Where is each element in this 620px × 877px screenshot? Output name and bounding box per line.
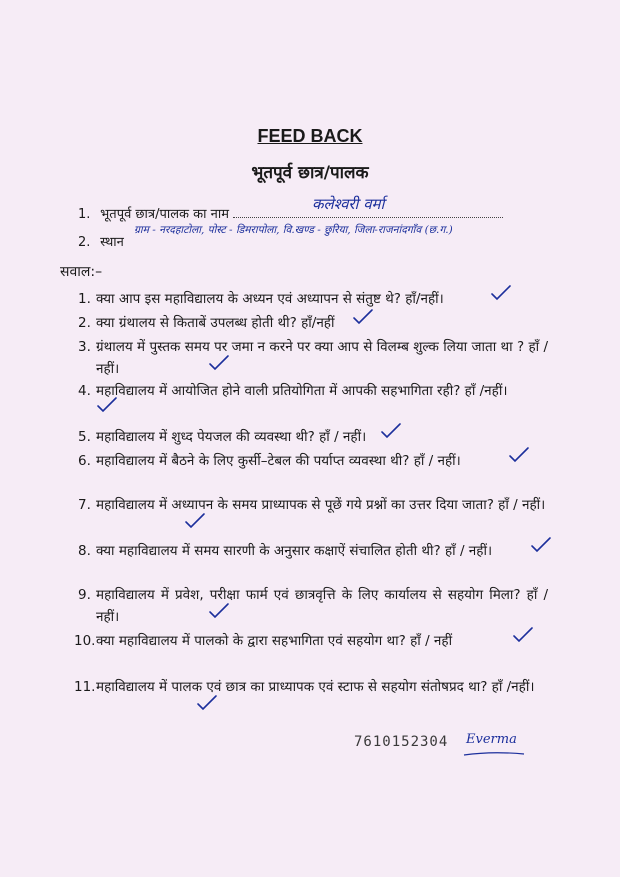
question-text: ग्रंथालय में पुस्तक समय पर जमा न करने पर क्या आप से विलम्ब शुल्क लिया जाता था ? हाँ / नहीं।	[96, 339, 548, 377]
question-text: महाविद्यालय में बैठने के लिए कुर्सी–टेबल की पर्याप्त व्यवस्था थी? हाँ / नहीं।	[96, 453, 461, 469]
page-title: FEED BACK	[257, 126, 363, 146]
signature: Everma	[466, 732, 517, 747]
handwritten-place: ग्राम - नरदहाटोला, पोस्ट - डिमरापोला, वि.खण्ड - छुरिया, जिला-राजनांदगाँव (छ.ग.)	[134, 224, 453, 236]
question-number: 11.	[74, 679, 96, 695]
question-number: 10.	[74, 633, 96, 649]
question-number: 9.	[78, 587, 91, 603]
question-number: 3.	[78, 339, 91, 355]
question-number: 4.	[78, 383, 91, 399]
question-item	[78, 494, 548, 516]
field-label: स्थान	[100, 235, 124, 250]
question-item	[78, 336, 548, 380]
question-text: महाविद्यालय में पालक एवं छात्र का प्राध्यापक एवं स्टाफ से सहयोग संतोषप्रद था? हाँ /नहीं।	[96, 679, 535, 695]
field-label: भूतपूर्व छात्र/पालक का नाम	[100, 207, 229, 222]
question-number: 1.	[78, 291, 91, 307]
checkmark-icon	[96, 396, 118, 414]
question-number: 7.	[78, 497, 91, 513]
question-text: क्या आप इस महाविद्यालय के अध्यन एवं अध्यापन से संतुष्ट थे? हाँ/नहीं।	[96, 291, 444, 307]
question-text: क्या महाविद्यालय में पालको के द्वारा सहभागिता एवं सहयोग था? हाँ / नहीं	[96, 633, 453, 649]
question-text: क्या महाविद्यालय में समय सारणी के अनुसार कक्षाऐं संचालित होती थी? हाँ / नहीं।	[96, 543, 493, 559]
question-number: 5.	[78, 429, 91, 445]
question-item	[78, 426, 548, 448]
signature-underline	[462, 750, 526, 758]
phone-number: 7610152304	[354, 734, 449, 750]
checkmark-icon	[380, 422, 402, 440]
question-text: महाविद्यालय में प्रवेश, परीक्षा फार्म एवं छात्रवृत्ति के लिए कार्यालय से सहयोग मिला? हाँ / नहीं।	[96, 587, 548, 625]
question-text: महाविद्यालय में अध्यापन के समय प्राध्यापक से पूछें गये प्रश्नों का उत्तर दिया जाता? हाँ / नहीं।	[96, 497, 546, 513]
field-place	[78, 232, 124, 250]
question-item	[78, 540, 548, 562]
handwritten-name: कलेश्वरी वर्मा	[312, 195, 385, 213]
question-item	[74, 676, 548, 698]
checkmark-icon	[208, 602, 230, 620]
question-item	[74, 630, 548, 652]
question-item	[78, 288, 548, 310]
question-item	[78, 450, 548, 472]
question-item	[78, 584, 548, 628]
question-text: महाविद्यालय में शुध्द पेयजल की व्यवस्था थी? हाँ / नहीं।	[96, 429, 367, 445]
checkmark-icon	[352, 308, 374, 326]
question-number: 8.	[78, 543, 91, 559]
question-number: 2.	[78, 315, 91, 331]
section-label: सवाल:–	[60, 264, 103, 280]
form-subtitle: भूतपूर्व छात्र/पालक	[251, 163, 369, 183]
checkmark-icon	[208, 354, 230, 372]
question-item	[78, 380, 548, 402]
checkmark-icon	[512, 626, 534, 644]
question-number: 6.	[78, 453, 91, 469]
checkmark-icon	[508, 446, 530, 464]
field-number: 1.	[78, 207, 91, 222]
question-text: महाविद्यालय में आयोजित होने वाली प्रतियोगिता में आपकी सहभागिता रही? हाँ /नहीं।	[96, 383, 508, 399]
question-text: क्या ग्रंथालय से किताबें उपलब्ध होती थी? हाँ/नहीं	[96, 315, 335, 331]
question-item	[78, 312, 548, 334]
field-number: 2.	[78, 235, 91, 250]
field-fill-line	[233, 217, 503, 218]
checkmark-icon	[184, 512, 206, 530]
field-name	[78, 204, 503, 222]
checkmark-icon	[490, 284, 512, 302]
checkmark-icon	[196, 694, 218, 712]
checkmark-icon	[530, 536, 552, 554]
